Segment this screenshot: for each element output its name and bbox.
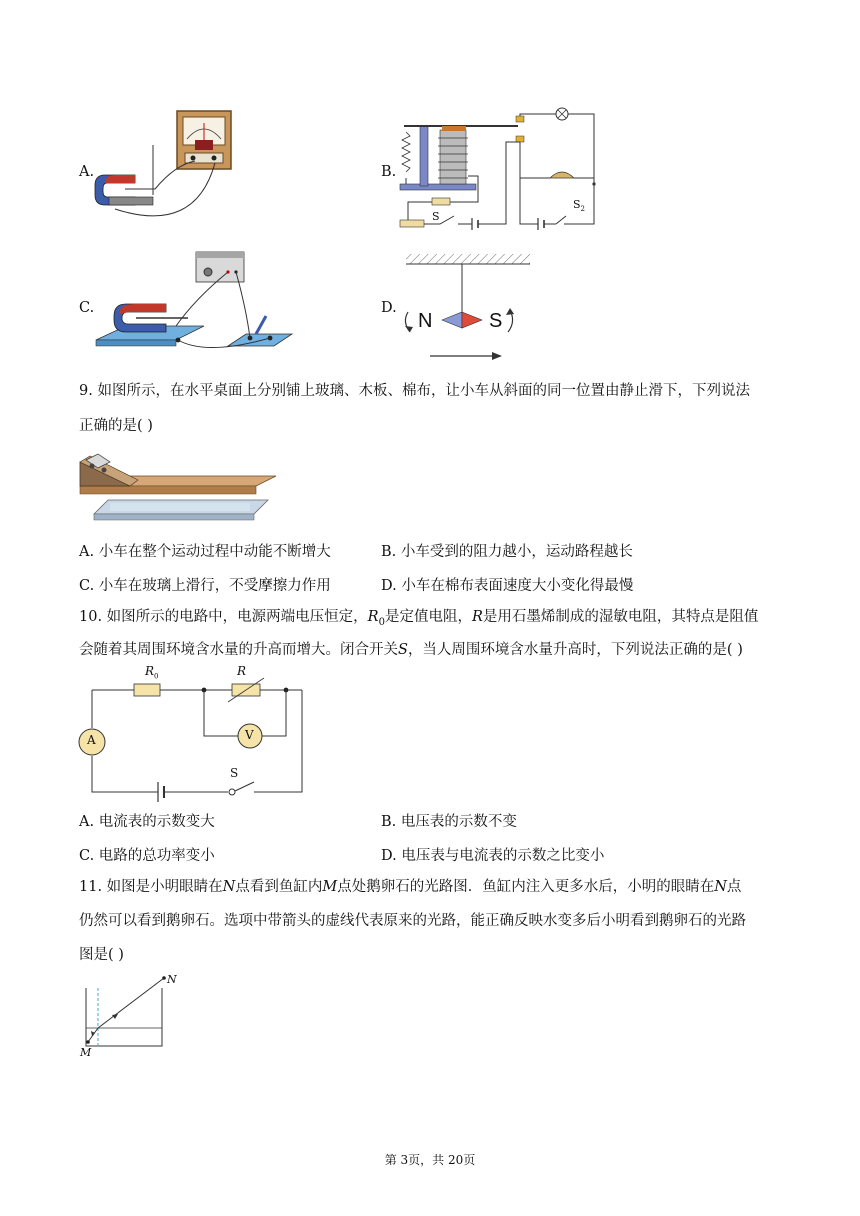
q10-option-c[interactable]: C. 电路的总功率变小 bbox=[79, 848, 215, 864]
q11-fig-n-label: N bbox=[167, 973, 177, 986]
q11-stem-line3: 图是( ) bbox=[79, 947, 124, 963]
q11-stem-line2: 仍然可以看到鹅卵石。选项中带箭头的虚线代表原来的光路，能正确反映水变多后小明看到鹅卵石的光路 bbox=[79, 913, 746, 929]
q9-stem-line1: 9. 如图所示，在水平桌面上分别铺上玻璃、木板、棉布，让小车从斜面的同一位置由静止滑下，下列说法 bbox=[79, 383, 750, 399]
q9-ramp-figure bbox=[80, 450, 280, 525]
q9-option-d[interactable]: D. 小车在棉布表面速度大小变化得最慢 bbox=[381, 578, 634, 594]
option-a-label: A. bbox=[79, 164, 95, 180]
option-c-label: C. bbox=[79, 300, 95, 316]
page-footer: 第 3页，共 20页 bbox=[384, 1153, 476, 1167]
q10-switch-label: S bbox=[230, 766, 239, 780]
q11-stem-line1: 11. 如图是小明眼睛在N点看到鱼缸内M点处鹅卵石的光路图．鱼缸内注入更多水后，小明的眼睛在N点 bbox=[79, 879, 742, 895]
option-b-label: B. bbox=[381, 164, 397, 180]
q9-option-b[interactable]: B. 小车受到的阻力越小，运动路程越长 bbox=[381, 544, 633, 560]
q9-option-a[interactable]: A. 小车在整个运动过程中动能不断增大 bbox=[79, 544, 331, 560]
option-c-figure bbox=[96, 248, 296, 358]
option-d-figure bbox=[400, 248, 535, 366]
option-d-label: D. bbox=[381, 300, 397, 316]
option-d-south-label: S bbox=[489, 310, 503, 332]
option-b-switch-s2-label: $S_2$ bbox=[573, 198, 586, 214]
q10-circuit-figure bbox=[78, 672, 308, 802]
q10-option-b[interactable]: B. 电压表的示数不变 bbox=[381, 814, 517, 830]
q10-fig-r0-label: $R_0$ bbox=[145, 664, 159, 681]
q10-option-a[interactable]: A. 电流表的示数变大 bbox=[79, 814, 215, 830]
q10-voltmeter-label: V bbox=[245, 728, 254, 742]
option-b-switch-s-label: S bbox=[432, 210, 440, 223]
option-a-figure bbox=[95, 105, 245, 230]
option-b-figure bbox=[398, 108, 608, 233]
q10-stem-line2: 会随着其周围环境含水量的升高而增大。闭合开关S，当人周围环境含水量升高时，下列说法正确的是( ) bbox=[79, 642, 743, 658]
q10-fig-r-label: R bbox=[237, 664, 247, 678]
q9-option-c[interactable]: C. 小车在玻璃上滑行，不受摩擦力作用 bbox=[79, 578, 331, 594]
q9-stem-line2: 正确的是( ) bbox=[79, 418, 153, 434]
q10-option-d[interactable]: D. 电压表与电流表的示数之比变小 bbox=[381, 848, 605, 864]
q10-stem-line1: 10. 如图所示的电路中，电源两端电压恒定，$R_0$是定值电阻，R是用石墨烯制成的湿敏电阻，其特点是阻值 bbox=[79, 609, 759, 628]
q11-fish-tank-figure bbox=[78, 972, 178, 1052]
option-d-north-label: N bbox=[418, 310, 433, 332]
q10-ammeter-label: A bbox=[87, 733, 96, 747]
q11-fig-m-label: M bbox=[80, 1046, 92, 1059]
